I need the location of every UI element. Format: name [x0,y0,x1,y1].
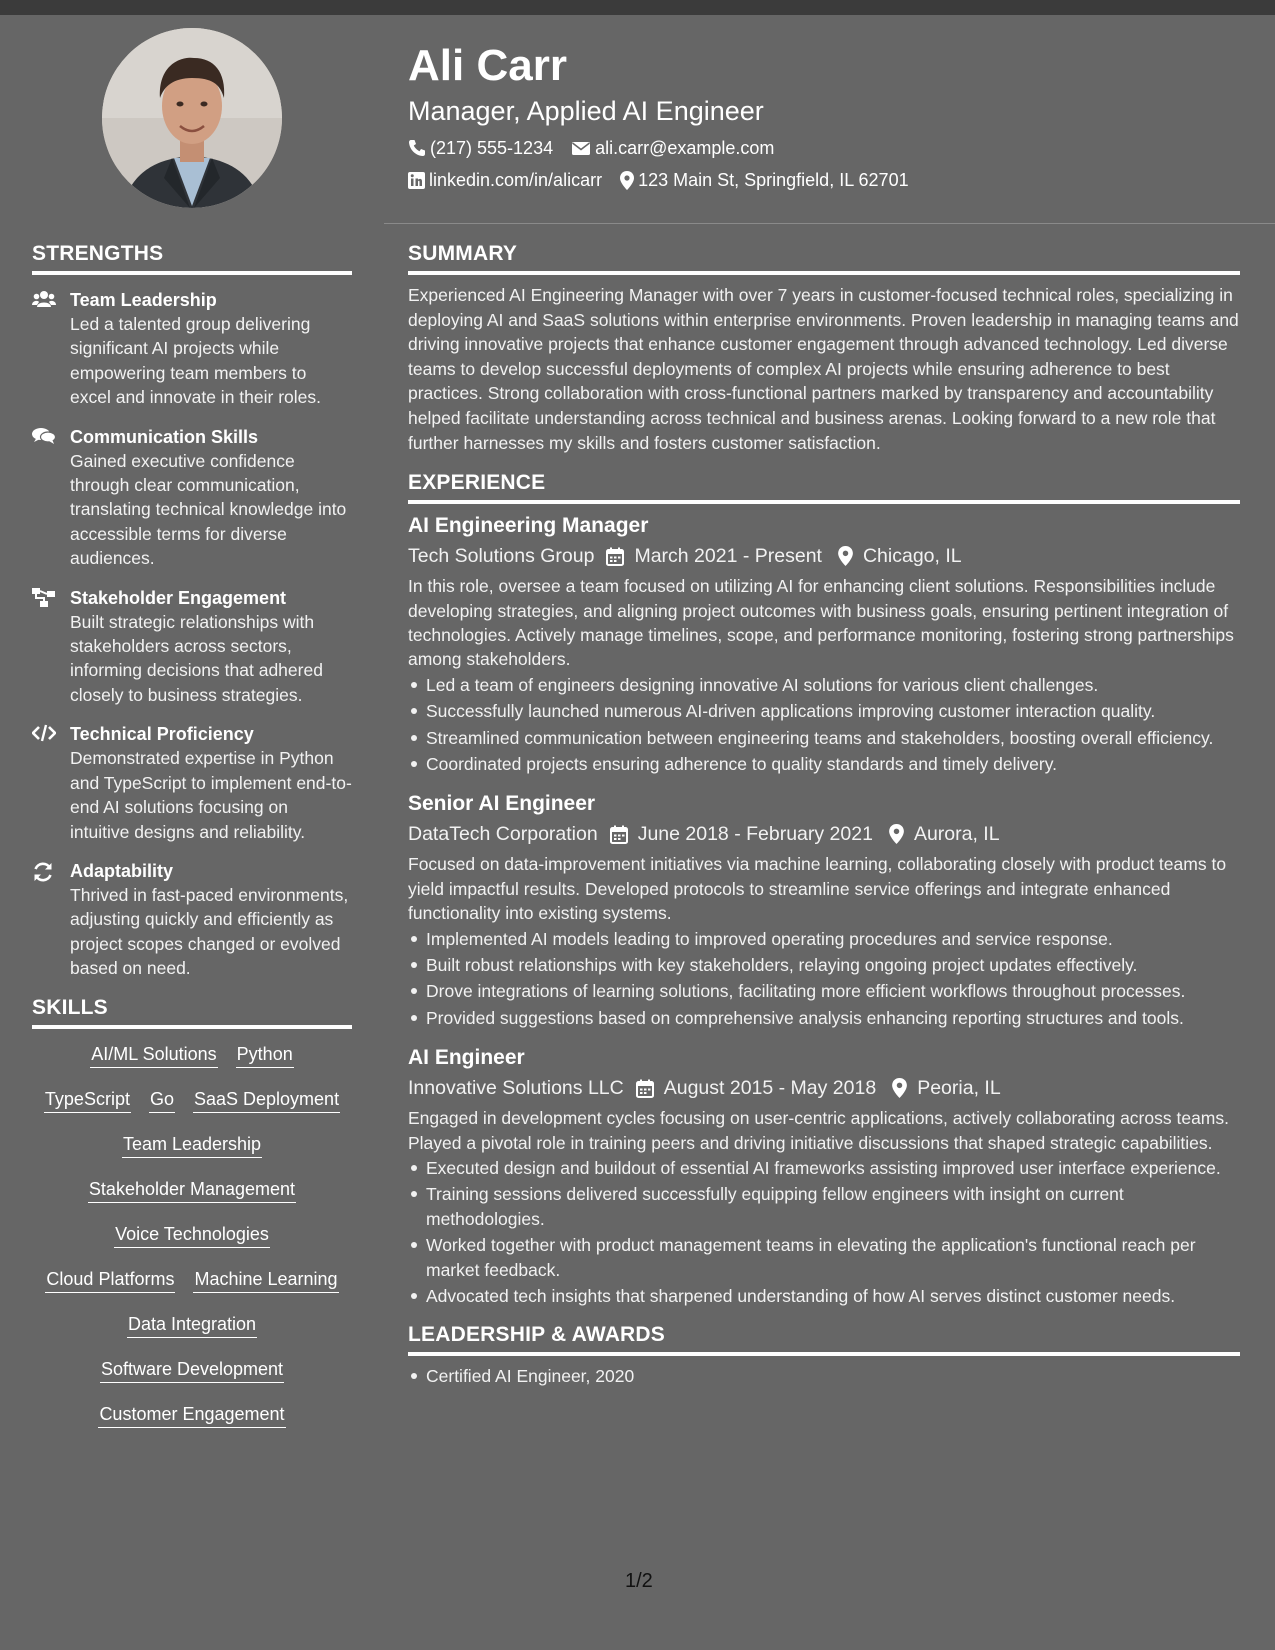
job-bullet: Streamlined communication between engineering teams and stakeholders, boosting overall efficiency. [408,726,1240,750]
awards-title: LEADERSHIP & AWARDS [408,1323,1240,1356]
skill-tag: Team Leadership [122,1131,262,1158]
skill-tag: Data Integration [127,1311,257,1338]
job-bullet: Successfully launched numerous AI-driven applications improving customer interaction quality. [408,699,1240,723]
page-number: 1/2 [625,1570,653,1592]
job-bullet: Coordinated projects ensuring adherence to quality standards and timely delivery. [408,752,1240,776]
skill-tag: Cloud Platforms [45,1266,175,1293]
job-title: AI Engineer [408,1046,525,1070]
skill-tag: TypeScript [44,1086,131,1113]
phone-icon [408,139,426,157]
job-description: Engaged in development cycles focusing on user-centric applications, actively collaborating across teams. Played a pivotal role in training peers and driving initiative discussions that shaped strategic capabilities. [408,1108,1229,1153]
job-bullet: Worked together with product management teams in elevating the application's functional reach per market feedback. [408,1233,1240,1282]
map-marker-icon [892,1078,907,1098]
summary-section [408,242,1240,455]
sitemap-icon [32,586,70,708]
strength-name: Adaptability [70,860,174,881]
job-bullet: Led a team of engineers designing innovative AI solutions for various client challenges. [408,673,1240,697]
job-bullet: Drove integrations of learning solutions, facilitating more efficient workflows throughout processes. [408,979,1240,1003]
skills-list [32,1029,352,1446]
resume-header [408,40,1248,192]
job-location: Aurora, IL [913,823,1000,846]
skill-tag: SaaS Deployment [193,1086,340,1113]
skill-tag: Voice Technologies [114,1221,270,1248]
strengths-title: STRENGTHS [32,242,352,275]
job-location: Chicago, IL [862,545,962,568]
strength-desc: Built strategic relationships with stakeholders across sectors, informing decisions that adhered closely to business strategies. [70,611,323,705]
strength-item [32,586,352,708]
strength-name: Team Leadership [70,290,217,310]
job-dates: June 2018 - February 2021 [637,823,873,846]
strength-name: Technical Proficiency [70,724,254,745]
sync-icon [32,859,70,981]
skill-tag: Stakeholder Management [88,1176,296,1203]
job-entry [408,512,1240,776]
job-headline: Manager, Applied AI Engineer [408,96,764,126]
skill-tag: AI/ML Solutions [90,1041,217,1068]
skill-tag: Software Development [100,1356,284,1383]
strength-name: Communication Skills [70,426,259,447]
job-bullet: Implemented AI models leading to improved operating procedures and service response. [408,927,1240,951]
job-entry [408,1044,1240,1308]
header-divider [384,223,1275,224]
users-icon [32,288,70,410]
skills-section [32,996,352,1446]
strength-desc: Demonstrated expertise in Python and TypeScript to implement end-to-end AI solutions focusing on intuitive designs and reliability. [70,748,352,842]
company-name: Innovative Solutions LLC [408,1077,624,1100]
comments-icon [32,425,70,571]
strength-item [32,425,352,571]
phone-contact [408,136,553,160]
experience-section [408,471,1240,1308]
company-name: DataTech Corporation [408,823,598,846]
job-bullet: Training sessions delivered successfully equipping fellow engineers with insight on current methodologies. [408,1182,1240,1231]
strength-item [32,288,352,410]
map-marker-icon [889,824,904,844]
strength-desc: Gained executive confidence through clear communication, translating technical knowledge into accessible terms for diverse audiences. [70,450,347,569]
skill-tag: Python [236,1041,294,1068]
map-marker-icon [620,171,634,190]
job-entry [408,790,1240,1030]
awards-section [408,1323,1240,1388]
summary-title: SUMMARY [408,242,1240,275]
linkedin-text[interactable]: linkedin.com/in/alicarr [429,170,603,190]
address-contact [620,168,909,192]
person-name: Ali Carr [408,41,567,90]
skill-tag: Machine Learning [193,1266,338,1293]
calendar-icon [606,547,624,566]
job-location: Peoria, IL [917,1077,1001,1100]
skill-tag: Customer Engagement [98,1401,285,1428]
calendar-icon [636,1079,654,1098]
job-title: AI Engineering Manager [408,514,649,538]
calendar-icon [610,825,628,844]
strength-item [32,722,352,844]
job-dates: March 2021 - Present [634,545,822,568]
strength-item [32,859,352,981]
job-description: In this role, oversee a team focused on utilizing AI for enhancing client solutions. Responsibilities include developing strategies, and aligning project outcomes with business goals, ensuring pertinent integration of technologies. Actively manage timelines, scope, and performance monitoring, fostering strong partnerships among stakeholders. [408,576,1234,670]
map-marker-icon [838,546,853,566]
company-name: Tech Solutions Group [408,545,595,568]
award-item: Certified AI Engineer, 2020 [408,1364,1240,1388]
skills-title: SKILLS [32,996,352,1029]
email-contact[interactable] [571,136,774,160]
strengths-section [32,242,352,981]
email-text[interactable]: ali.carr@example.com [595,138,775,158]
envelope-icon [571,140,591,156]
job-bullet: Provided suggestions based on comprehensive analysis enhancing reporting structures and tools. [408,1006,1240,1030]
phone-text: (217) 555-1234 [430,138,554,158]
sidebar [32,28,352,1446]
experience-title: EXPERIENCE [408,471,1240,504]
avatar [102,28,282,208]
top-bar [0,0,1275,15]
summary-text: Experienced AI Engineering Manager with over 7 years in customer-focused technical roles, specializing in deploying AI and SaaS solutions within enterprise environments. Proven leadership in managing teams and driving innovative projects that enhance customer engagement through advanced technology. Led diverse teams to develop successful deployments of complex AI projects while ensuring adherence to best practices. Strong collaboration with cross-functional partners marked by transparency and accountability helped facilitate understanding across technical and business arenas. Looking forward to a new role that further harnesses my skills and fosters customer satisfaction. [408,285,1239,453]
linkedin-contact[interactable] [408,168,602,192]
strength-desc: Thrived in fast-paced environments, adjusting quickly and efficiently as project scopes changed or evolved based on need. [70,884,349,979]
strength-desc: Led a talented group delivering significant AI projects while empowering team members to excel and innovate in their roles. [70,314,321,408]
job-bullet: Advocated tech insights that sharpened understanding of how AI serves distinct customer needs. [408,1284,1240,1308]
main-content [408,242,1240,1390]
address-text: 123 Main St, Springfield, IL 62701 [638,170,909,190]
job-title: Senior AI Engineer [408,792,596,816]
job-description: Focused on data-improvement initiatives via machine learning, collaborating closely with product teams to yield impactful results. Developed protocols to streamline service offerings and integrate enhanced functionality into existing systems. [408,854,1227,924]
code-icon [32,722,70,844]
job-bullet: Built robust relationships with key stakeholders, relaying ongoing project updates effectively. [408,953,1240,977]
strength-name: Stakeholder Engagement [70,587,287,608]
skill-tag: Go [149,1086,175,1113]
job-bullet: Executed design and buildout of essential AI frameworks assisting improved user interface experience. [408,1156,1240,1180]
linkedin-icon [408,172,425,189]
job-dates: August 2015 - May 2018 [663,1077,877,1100]
